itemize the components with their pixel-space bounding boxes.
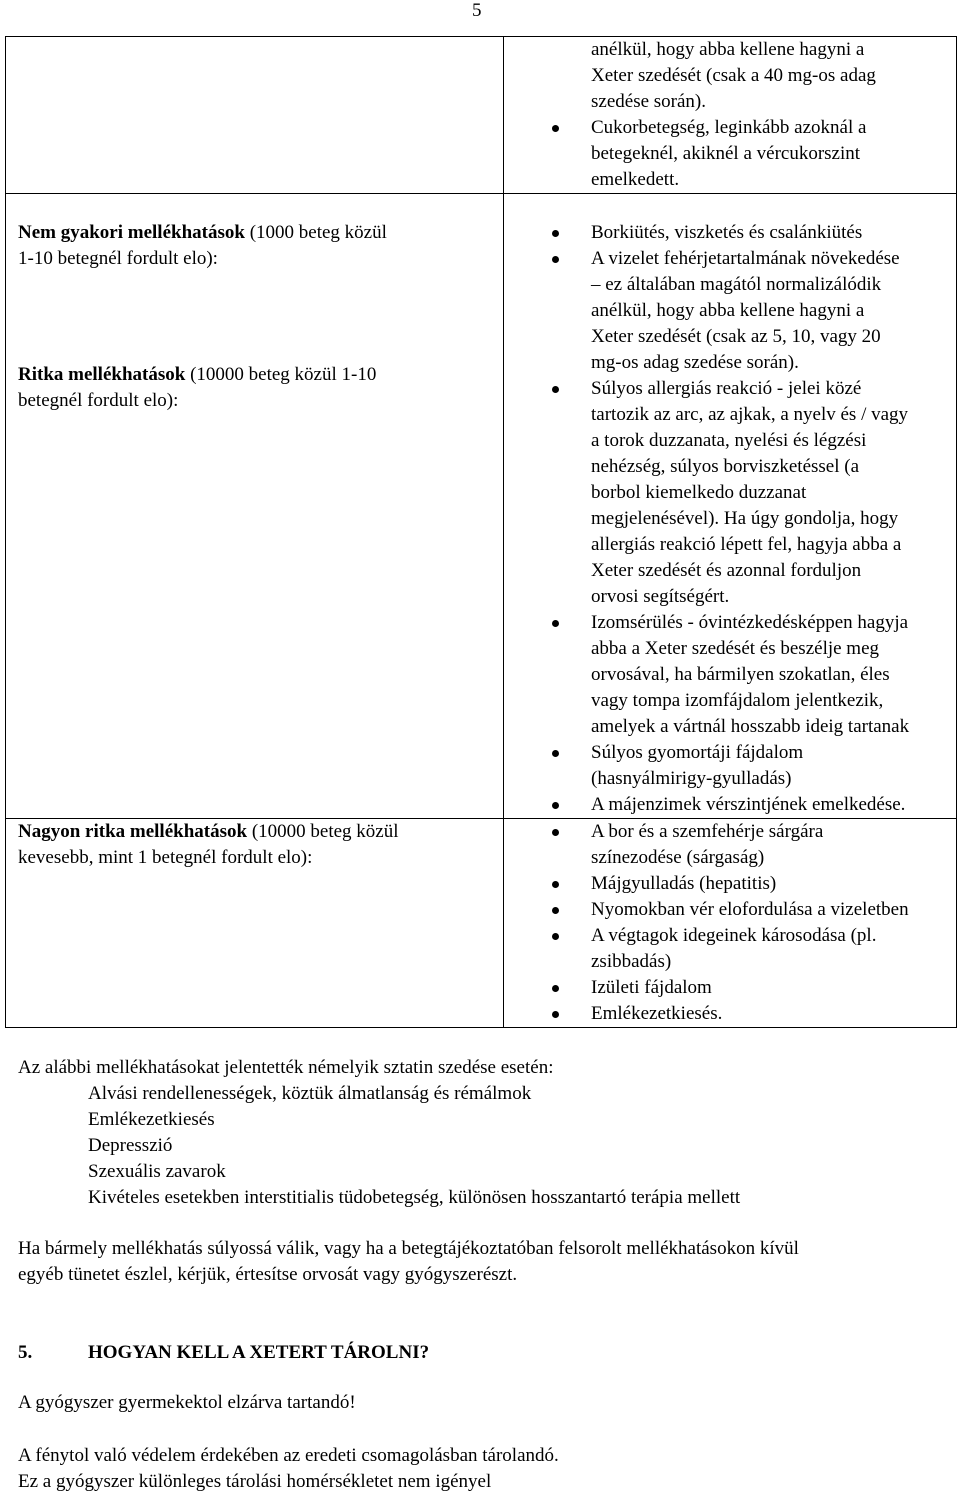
page-number: 5	[472, 0, 482, 21]
statin-note	[18, 1055, 948, 1211]
very-rare-list	[504, 819, 948, 1027]
bullet-icon	[552, 933, 559, 940]
bullet-icon	[552, 256, 559, 263]
storage-warning: A gyógyszer gyermekektol elzárva tartandó!	[18, 1392, 356, 1413]
very-rare-label-cell	[6, 819, 504, 1028]
list-item: Cukorbetegség, leginkább azoknál a betegeknél, akiknél a vércukorszint emelkedett.	[504, 115, 948, 193]
bullet-icon	[552, 907, 559, 914]
section-number: 5.	[18, 1342, 33, 1363]
uncommon-rare-list	[504, 220, 948, 818]
statin-note-item: Szexuális zavarok	[88, 1161, 226, 1182]
continuation-cell	[504, 37, 957, 194]
bullet-icon	[552, 230, 559, 237]
bullet-icon	[552, 881, 559, 888]
list-item: Súlyos allergiás reakció - jelei közé tartozik az arc, az ajkak, a nyelv és / vagy a torok duzzanata, nyelési és légzési nehézség, súlyos borviszketéssel (a borbol kiemelkedo duzzanat megjelenésével). Ha úgy gondolja, hogy allergiás reakció lépett fel, hagyja abba a Xeter szedését és azonnal forduljon orvosi segítségért.	[504, 376, 948, 610]
section-heading	[18, 1340, 948, 1366]
list-item: A végtagok idegeinek károsodása (pl. zsibbadás)	[504, 923, 948, 975]
bullet-icon	[552, 750, 559, 757]
bullet-icon	[552, 125, 559, 132]
continuation-list	[504, 37, 948, 193]
table-row-uncommon-rare	[6, 194, 957, 819]
empty-label-cell	[6, 37, 504, 194]
rare-label: Ritka mellékhatások (10000 beteg közül 1-10 betegnél fordult elo):	[18, 364, 377, 411]
bullet-icon	[552, 620, 559, 627]
table-row-very-rare	[6, 819, 957, 1028]
list-item: Súlyos gyomortáji fájdalom (hasnyálmirigy-gyulladás)	[504, 740, 948, 792]
list-item: Májgyulladás (hepatitis)	[504, 871, 948, 897]
bullet-icon	[552, 386, 559, 393]
side-effects-table	[5, 36, 957, 1028]
table-row-continuation	[6, 37, 957, 194]
storage-instructions: A fénytol való védelem érdekében az eredeti csomagolásban tárolandó. Ez a gyógyszer különleges tárolási homérsékletet nem igényel	[18, 1445, 559, 1492]
list-item: Izomsérülés - óvintézkedésképpen hagyja abba a Xeter szedését és beszélje meg orvosával, ha bármilyen szokatlan, éles vagy tompa izomfájdalom jelentkezik, amelyek a vártnál hosszabb ideig tartanak	[504, 610, 948, 740]
list-item: Nyomokban vér elofordulása a vizeletben	[504, 897, 948, 923]
bullet-icon	[552, 802, 559, 809]
uncommon-label: Nem gyakori mellékhatások (1000 beteg közül 1-10 betegnél fordult elo):	[18, 222, 387, 269]
list-item: A vizelet fehérjetartalmának növekedése – ez általában magától normalizálódik anélkül, hogy abba kellene hagyni a Xeter szedését (csak az 5, 10, vagy 20 mg-os adag szedése során).	[504, 246, 948, 376]
list-item: A májenzimek vérszintjének emelkedése.	[504, 792, 948, 818]
list-item: anélkül, hogy abba kellene hagyni a Xeter szedését (csak a 40 mg-os adag szedése során).	[591, 39, 876, 112]
list-item: A bor és a szemfehérje sárgára színezodése (sárgaság)	[504, 819, 948, 871]
list-item: Izületi fájdalom	[504, 975, 948, 1001]
statin-note-item: Emlékezetkiesés	[88, 1109, 215, 1130]
statin-note-item: Depresszió	[88, 1135, 173, 1156]
bullet-icon	[552, 985, 559, 992]
statin-note-item: Alvási rendellenességek, köztük álmatlanság és rémálmok	[88, 1083, 532, 1104]
very-rare-label: Nagyon ritka mellékhatások (10000 beteg közül kevesebb, mint 1 betegnél fordult elo):	[18, 821, 399, 868]
frequency-label-cell	[6, 194, 504, 819]
uncommon-rare-list-cell	[504, 194, 957, 819]
section-title: HOGYAN KELL A XETERT TÁROLNI?	[88, 1342, 430, 1363]
statin-note-intro: Az alábbi mellékhatásokat jelentették némelyik sztatin szedése esetén:	[18, 1057, 554, 1078]
bullet-icon	[552, 829, 559, 836]
statin-note-item: Kivételes esetekben interstitialis tüdobetegség, különösen hosszantartó terápia mellett	[88, 1187, 741, 1208]
very-rare-list-cell	[504, 819, 957, 1028]
warning-paragraph: Ha bármely mellékhatás súlyossá válik, vagy ha a betegtájékoztatóban felsorolt mellékhatásokon kívül egyéb tünetet észlel, kérjük, értesítse orvosát vagy gyógyszerészt.	[18, 1238, 799, 1285]
bullet-icon	[552, 1011, 559, 1018]
list-item: Borkiütés, viszketés és csalánkiütés	[504, 220, 948, 246]
list-item: Emlékezetkiesés.	[504, 1001, 948, 1027]
